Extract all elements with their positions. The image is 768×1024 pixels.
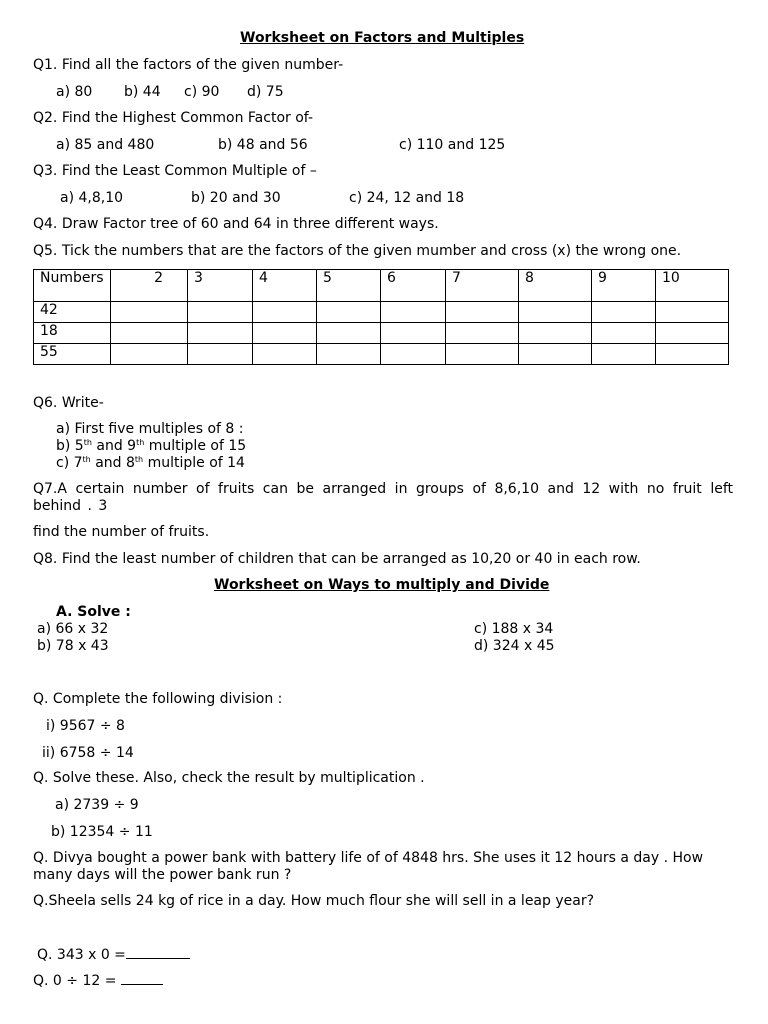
answer-blank[interactable]	[121, 984, 163, 985]
solve-item-b: b) 78 x 43	[37, 638, 109, 654]
table-header-col: 3	[188, 270, 253, 302]
blank-question-2: Q. 0 ÷ 12 =	[33, 973, 163, 990]
q3-text: Q3. Find the Least Common Multiple of –	[33, 163, 317, 179]
q5-text: Q5. Tick the numbers that are the factors of the given mumber and cross (x) the wrong one.	[33, 243, 682, 259]
section-a-heading: A. Solve :	[56, 604, 131, 620]
q1-option-c: c) 90	[184, 84, 220, 100]
check-item-b: b) 12354 ÷ 11	[51, 824, 153, 840]
table-cell[interactable]	[381, 323, 446, 344]
q8-text: Q8. Find the least number of children that can be arranged as 10,20 or 40 in each row.	[33, 551, 641, 567]
table-cell[interactable]	[592, 344, 656, 365]
table-cell[interactable]	[592, 302, 656, 323]
solve-item-d: d) 324 x 45	[474, 638, 555, 654]
table-header-col: 6	[381, 270, 446, 302]
table-row	[34, 302, 729, 323]
q3-option-a: a) 4,8,10	[60, 190, 124, 206]
q6-item-c: c) 7th and 8th multiple of 14	[56, 455, 245, 471]
table-cell[interactable]	[446, 344, 519, 365]
q2-option-c: c) 110 and 125	[399, 137, 506, 153]
table-cell[interactable]	[317, 344, 381, 365]
table-cell[interactable]	[519, 323, 592, 344]
worksheet-title-factors: Worksheet on Factors and Multiples	[240, 30, 525, 46]
table-cell[interactable]	[253, 344, 317, 365]
q2-text: Q2. Find the Highest Common Factor of-	[33, 110, 313, 126]
table-cell[interactable]	[656, 302, 729, 323]
table-row-label: 18	[34, 323, 111, 344]
table-header-col: 10	[656, 270, 729, 302]
table-cell[interactable]	[381, 302, 446, 323]
q2-option-a: a) 85 and 480	[56, 137, 155, 153]
table-row-label: 55	[34, 344, 111, 365]
table-cell[interactable]	[188, 344, 253, 365]
table-cell[interactable]	[317, 323, 381, 344]
table-cell[interactable]	[381, 344, 446, 365]
sheela-question: Q.Sheela sells 24 kg of rice in a day. How much flour she will sell in a leap year?	[33, 893, 595, 909]
table-cell[interactable]	[111, 344, 188, 365]
division-item-ii: ii) 6758 ÷ 14	[42, 745, 134, 761]
check-item-a: a) 2739 ÷ 9	[55, 797, 139, 813]
table-cell[interactable]	[188, 302, 253, 323]
table-cell[interactable]	[656, 344, 729, 365]
q7-text: Q7.A certain number of fruits can be arranged in groups of 8,6,10 and 12 with no fruit left behind . 3	[33, 481, 733, 514]
check-question: Q. Solve these. Also, check the result by multiplication .	[33, 770, 425, 786]
q4-text: Q4. Draw Factor tree of 60 and 64 in three different ways.	[33, 216, 439, 232]
factor-table	[33, 269, 729, 365]
q6-text: Q6. Write-	[33, 395, 104, 411]
answer-blank[interactable]	[126, 958, 190, 959]
table-cell[interactable]	[253, 302, 317, 323]
solve-item-a: a) 66 x 32	[37, 621, 109, 637]
table-cell[interactable]	[519, 302, 592, 323]
table-header-col: 7	[446, 270, 519, 302]
table-cell[interactable]	[592, 323, 656, 344]
table-header-col: 5	[317, 270, 381, 302]
table-cell[interactable]	[446, 302, 519, 323]
table-header-numbers: Numbers	[34, 270, 111, 302]
table-cell[interactable]	[317, 302, 381, 323]
table-cell[interactable]	[519, 344, 592, 365]
q1-option-b: b) 44	[124, 84, 161, 100]
q1-text: Q1. Find all the factors of the given number-	[33, 57, 344, 73]
q6-item-b: b) 5th and 9th multiple of 15	[56, 438, 247, 454]
table-cell[interactable]	[188, 323, 253, 344]
table-cell[interactable]	[446, 323, 519, 344]
q7-continuation: find the number of fruits.	[33, 524, 210, 540]
table-row	[34, 344, 729, 365]
worksheet-title-multiply-divide: Worksheet on Ways to multiply and Divide	[214, 577, 550, 593]
division-item-i: i) 9567 ÷ 8	[46, 718, 125, 734]
table-header-col: 2	[111, 270, 188, 302]
q3-option-b: b) 20 and 30	[191, 190, 281, 206]
blank-question-1: Q. 343 x 0 =	[37, 947, 190, 964]
q1-option-d: d) 75	[247, 84, 284, 100]
solve-item-c: c) 188 x 34	[474, 621, 554, 637]
table-header-col: 9	[592, 270, 656, 302]
divya-question: Q. Divya bought a power bank with battery life of of 4848 hrs. She uses it 12 hours a day . How many days will the power bank run ?	[33, 850, 704, 883]
table-cell[interactable]	[253, 323, 317, 344]
table-cell[interactable]	[656, 323, 729, 344]
q2-option-b: b) 48 and 56	[218, 137, 308, 153]
table-header-col: 8	[519, 270, 592, 302]
q6-item-a: a) First five multiples of 8 :	[56, 421, 244, 437]
table-row	[34, 323, 729, 344]
table-cell[interactable]	[111, 302, 188, 323]
division-question: Q. Complete the following division :	[33, 691, 283, 707]
q1-option-a: a) 80	[56, 84, 93, 100]
table-cell[interactable]	[111, 323, 188, 344]
q3-option-c: c) 24, 12 and 18	[349, 190, 465, 206]
table-header-col: 4	[253, 270, 317, 302]
table-row-label: 42	[34, 302, 111, 323]
